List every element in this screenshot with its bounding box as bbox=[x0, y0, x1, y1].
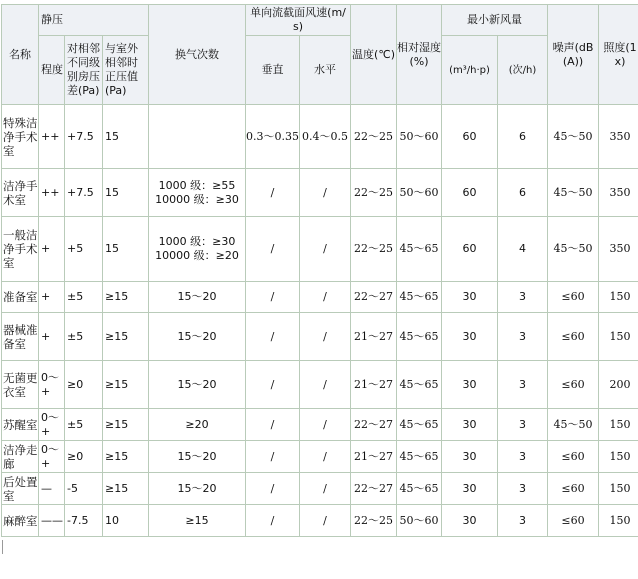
outward-pressure: ≥15 bbox=[103, 473, 149, 505]
fresh-air-per-hour: 3 bbox=[498, 282, 548, 313]
fresh-air-per-person: 60 bbox=[442, 105, 498, 169]
noise: 45～50 bbox=[548, 409, 599, 441]
humidity: 50～60 bbox=[397, 169, 442, 217]
velocity-horizontal: / bbox=[300, 361, 351, 409]
illuminance: 150 bbox=[599, 409, 638, 441]
table-row bbox=[2, 441, 638, 473]
header-diff-adjacent: 对相邻不同级别房压差(Pa) bbox=[65, 36, 103, 105]
table-row bbox=[2, 473, 638, 505]
fresh-air-per-person: 60 bbox=[442, 217, 498, 282]
air-changes-cell bbox=[149, 441, 246, 473]
illuminance: 150 bbox=[599, 505, 638, 537]
pressure-diff: +7.5 bbox=[65, 105, 103, 169]
temperature: 22～25 bbox=[351, 217, 397, 282]
velocity-vertical: / bbox=[246, 282, 300, 313]
velocity-horizontal: / bbox=[300, 505, 351, 537]
humidity: 45～65 bbox=[397, 441, 442, 473]
temperature: 22～27 bbox=[351, 409, 397, 441]
header-humidity: 相对湿度(%) bbox=[397, 5, 442, 105]
fresh-air-per-person: 30 bbox=[442, 505, 498, 537]
illuminance: 150 bbox=[599, 441, 638, 473]
fresh-air-per-person: 30 bbox=[442, 473, 498, 505]
noise: ≤60 bbox=[548, 313, 599, 361]
humidity: 45～65 bbox=[397, 409, 442, 441]
temperature: 21～27 bbox=[351, 361, 397, 409]
humidity: 45～65 bbox=[397, 217, 442, 282]
temperature: 22～25 bbox=[351, 105, 397, 169]
pressure-degree: 0～+ bbox=[39, 441, 65, 473]
illuminance: 350 bbox=[599, 217, 638, 282]
fresh-air-per-hour: 4 bbox=[498, 217, 548, 282]
air-changes-cell bbox=[149, 217, 246, 282]
velocity-vertical: / bbox=[246, 313, 300, 361]
air-changes-line-1: 15～20 bbox=[177, 329, 217, 343]
fresh-air-per-person: 30 bbox=[442, 441, 498, 473]
humidity: 50～60 bbox=[397, 105, 442, 169]
room-name: 后处置室 bbox=[3, 474, 38, 503]
table-row bbox=[2, 361, 638, 409]
outward-pressure: 15 bbox=[103, 169, 149, 217]
velocity-horizontal: / bbox=[300, 282, 351, 313]
air-changes-line-2: 10000 级：≥30 bbox=[155, 192, 239, 206]
outward-pressure: 10 bbox=[103, 505, 149, 537]
velocity-horizontal: / bbox=[300, 409, 351, 441]
fresh-air-per-person: 30 bbox=[442, 409, 498, 441]
header-row-1 bbox=[2, 5, 638, 36]
illuminance: 200 bbox=[599, 361, 638, 409]
room-name: 一般洁净手术室 bbox=[2, 217, 39, 282]
fresh-air-per-hour: 6 bbox=[498, 105, 548, 169]
fresh-air-per-hour: 3 bbox=[498, 441, 548, 473]
header-name: 名称 bbox=[2, 5, 39, 105]
illuminance: 350 bbox=[599, 169, 638, 217]
room-name: 麻醉室 bbox=[2, 505, 39, 537]
pressure-degree: + bbox=[39, 282, 65, 313]
noise: ≤60 bbox=[548, 441, 599, 473]
table-row bbox=[2, 505, 638, 537]
header-air-changes: 换气次数 bbox=[149, 5, 246, 105]
velocity-vertical: / bbox=[246, 361, 300, 409]
pressure-degree: —— bbox=[39, 505, 65, 537]
pressure-diff: +7.5 bbox=[65, 169, 103, 217]
air-changes-line-1: 15～20 bbox=[177, 377, 217, 391]
fresh-air-per-hour: 3 bbox=[498, 409, 548, 441]
pressure-degree: — bbox=[39, 473, 65, 505]
fresh-air-per-person: 60 bbox=[442, 169, 498, 217]
velocity-horizontal: / bbox=[300, 169, 351, 217]
pressure-diff: -5 bbox=[65, 473, 103, 505]
velocity-vertical: / bbox=[246, 217, 300, 282]
humidity: 50～60 bbox=[397, 505, 442, 537]
noise: 45～50 bbox=[548, 169, 599, 217]
fresh-air-per-person: 30 bbox=[442, 313, 498, 361]
temperature: 21～27 bbox=[351, 441, 397, 473]
velocity-horizontal: / bbox=[300, 217, 351, 282]
air-changes-cell bbox=[149, 282, 246, 313]
table-row bbox=[2, 282, 638, 313]
air-changes-cell bbox=[149, 361, 246, 409]
table-row bbox=[2, 313, 638, 361]
air-changes-cell bbox=[149, 409, 246, 441]
header-min-fresh-air: 最小新风量 bbox=[442, 5, 548, 36]
outward-pressure: ≥15 bbox=[103, 441, 149, 473]
noise: ≤60 bbox=[548, 505, 599, 537]
text-cursor-mark bbox=[2, 540, 5, 554]
pressure-diff: ±5 bbox=[65, 409, 103, 441]
illuminance: 150 bbox=[599, 282, 638, 313]
air-changes-cell bbox=[149, 105, 246, 169]
velocity-vertical: / bbox=[246, 473, 300, 505]
fresh-air-per-hour: 6 bbox=[498, 169, 548, 217]
header-fresh-unit-per-person: (m³/h·p) bbox=[442, 36, 498, 105]
pressure-diff: ±5 bbox=[65, 313, 103, 361]
pressure-diff: ≥0 bbox=[65, 441, 103, 473]
header-temperature: 温度(℃) bbox=[351, 5, 397, 105]
air-changes-line-1: ≥15 bbox=[185, 513, 209, 527]
humidity: 45～65 bbox=[397, 313, 442, 361]
table-row bbox=[2, 217, 638, 282]
velocity-vertical: / bbox=[246, 409, 300, 441]
illuminance: 350 bbox=[599, 105, 638, 169]
fresh-air-per-person: 30 bbox=[442, 361, 498, 409]
air-changes-line-1: 15～20 bbox=[177, 290, 217, 303]
temperature: 22～25 bbox=[351, 169, 397, 217]
room-name: 特殊洁净手术室 bbox=[2, 105, 39, 169]
velocity-horizontal: 0.4～0.5 bbox=[300, 105, 351, 169]
temperature: 22～25 bbox=[351, 505, 397, 537]
air-changes-line-1: 1000 级：≥55 bbox=[158, 178, 236, 192]
room-name: 洁净走廊 bbox=[3, 442, 38, 471]
outward-pressure: 15 bbox=[103, 217, 149, 282]
outward-pressure: ≥15 bbox=[103, 313, 149, 361]
noise: 45～50 bbox=[548, 105, 599, 169]
pressure-degree: 0～+ bbox=[39, 409, 65, 441]
air-changes-cell bbox=[149, 473, 246, 505]
outward-pressure: ≥15 bbox=[103, 282, 149, 313]
pressure-degree: + bbox=[39, 217, 65, 282]
noise: ≤60 bbox=[548, 282, 599, 313]
pressure-diff: +5 bbox=[65, 217, 103, 282]
illuminance: 150 bbox=[599, 313, 638, 361]
pressure-degree: ++ bbox=[39, 169, 65, 217]
table-row bbox=[2, 409, 638, 441]
air-changes-line-1: ≥20 bbox=[185, 417, 209, 431]
velocity-vertical: 0.3～0.35 bbox=[246, 105, 300, 169]
header-noise: 噪声(dB(A)) bbox=[548, 5, 599, 105]
header-static-pressure: 静压 bbox=[39, 5, 149, 36]
humidity: 45～65 bbox=[397, 473, 442, 505]
fresh-air-per-person: 30 bbox=[442, 282, 498, 313]
table-row bbox=[2, 105, 638, 169]
clean-room-parameters-table bbox=[1, 4, 638, 537]
header-illuminance: 照度(1x) bbox=[599, 5, 638, 105]
room-name: 器械准备室 bbox=[2, 313, 39, 361]
temperature: 22～27 bbox=[351, 282, 397, 313]
fresh-air-per-hour: 3 bbox=[498, 313, 548, 361]
outward-pressure: 15 bbox=[103, 105, 149, 169]
header-vertical: 垂直 bbox=[246, 36, 300, 105]
air-changes-line-1: 1000 级：≥30 bbox=[158, 235, 236, 248]
pressure-diff: ±5 bbox=[65, 282, 103, 313]
pressure-diff: -7.5 bbox=[65, 505, 103, 537]
pressure-degree: 0～+ bbox=[39, 361, 65, 409]
air-changes-cell bbox=[149, 313, 246, 361]
velocity-horizontal: / bbox=[300, 473, 351, 505]
room-name: 洁净手术室 bbox=[2, 169, 39, 217]
humidity: 45～65 bbox=[397, 282, 442, 313]
header-fresh-unit-per-hour: (次/h) bbox=[498, 36, 548, 105]
room-name: 准备室 bbox=[2, 282, 39, 313]
header-outward-positive: 与室外相邻时正压值(Pa) bbox=[103, 36, 149, 105]
header-horizontal: 水平 bbox=[300, 36, 351, 105]
header-row-2 bbox=[2, 36, 638, 42]
header-flow-velocity: 单向流截面风速(m/s) bbox=[246, 5, 351, 36]
illuminance: 150 bbox=[599, 473, 638, 505]
air-changes-cell bbox=[149, 505, 246, 537]
humidity: 45～65 bbox=[397, 361, 442, 409]
fresh-air-per-hour: 3 bbox=[498, 505, 548, 537]
velocity-vertical: / bbox=[246, 169, 300, 217]
temperature: 21～27 bbox=[351, 313, 397, 361]
table-row bbox=[2, 169, 638, 217]
pressure-degree: + bbox=[39, 313, 65, 361]
temperature: 22～27 bbox=[351, 473, 397, 505]
noise: ≤60 bbox=[548, 473, 599, 505]
velocity-vertical: / bbox=[246, 441, 300, 473]
outward-pressure: ≥15 bbox=[103, 409, 149, 441]
pressure-diff: ≥0 bbox=[65, 361, 103, 409]
air-changes-line-1: 15～20 bbox=[177, 449, 217, 463]
fresh-air-per-hour: 3 bbox=[498, 473, 548, 505]
room-name: 苏醒室 bbox=[2, 409, 39, 441]
outward-pressure: ≥15 bbox=[103, 361, 149, 409]
air-changes-line-2: 10000 级：≥20 bbox=[155, 249, 239, 262]
air-changes-line-1: 15～20 bbox=[177, 481, 217, 495]
fresh-air-per-hour: 3 bbox=[498, 361, 548, 409]
room-name: 无菌更衣室 bbox=[2, 361, 39, 409]
air-changes-cell bbox=[149, 169, 246, 217]
velocity-horizontal: / bbox=[300, 441, 351, 473]
noise: ≤60 bbox=[548, 361, 599, 409]
header-degree: 程度 bbox=[39, 36, 65, 105]
noise: 45～50 bbox=[548, 217, 599, 282]
velocity-horizontal: / bbox=[300, 313, 351, 361]
velocity-vertical: / bbox=[246, 505, 300, 537]
pressure-degree: ++ bbox=[39, 105, 65, 169]
